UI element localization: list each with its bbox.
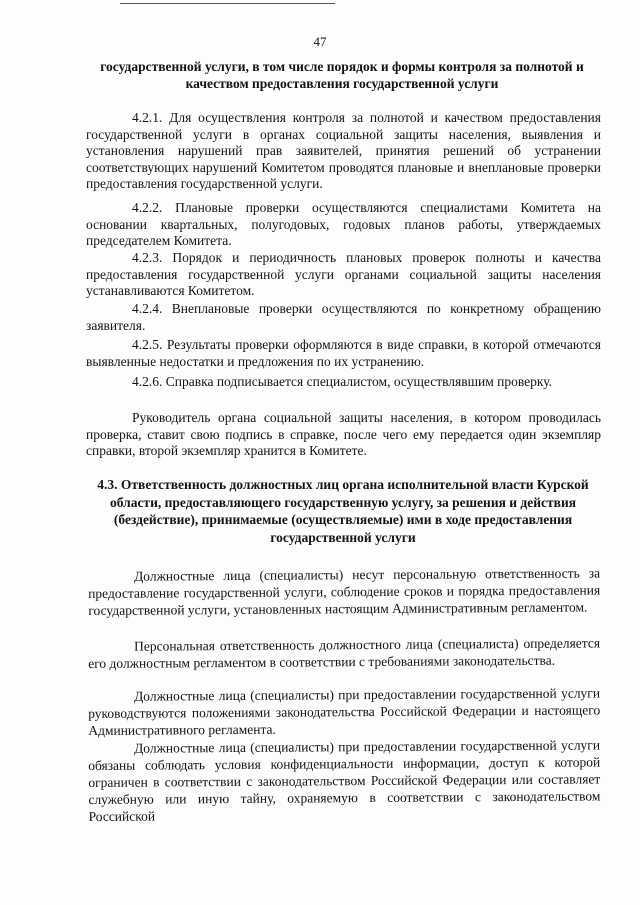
paragraph-responsibility-definition: Персональная ответственность должностного лица (специалиста) определяется его должностным регламентом в соответствии с требованиями законодательства. (88, 635, 601, 671)
section-heading-4-3: 4.3. Ответственность должностных лиц органа исполнительной власти Курской области, предоставляющего государственную услугу, за решения и действия (бездействие), принимаемые (осуществляемые) ими в ходе предоставления государственной услуги (97, 477, 589, 545)
paragraph-4-2-2: 4.2.2. Плановые проверки осуществляются специалистами Комитета на основании квартальных, полугодовых, годовых планов работы, утверждаемых председателем Комитета. (86, 200, 601, 249)
paragraph-personal-responsibility: Должностные лица (специалисты) несут персональную ответственность за предоставление государственной услуги, соблюдение сроков и порядка предоставления государственной услуги, установленных настоящим Административным регламентом. (88, 565, 601, 618)
top-rule-divider (120, 3, 335, 4)
paragraph-supervisor-signature: Руководитель органа социальной защиты населения, в котором проводилась проверка, ставит свою подпись в справке, после чего ему передается один экземпляр справки, второй экземпляр хранится в Комитете. (86, 410, 601, 459)
paragraph-confidentiality: Должностные лица (специалисты) при предоставлении государственной услуги обязаны соблюдать условия конфиденциальности информации, доступ к которой ограничен в соответствии с законодательством Российской Федерации или составляет служебную или иную тайну, охраняемую в соответствии с законодательством Российской (88, 737, 601, 824)
section-heading-4-2: государственной услуги, в том числе порядок и формы контроля за полнотой и качеством предоставления государственной услуги (100, 59, 584, 91)
paragraph-4-2-3: 4.2.3. Порядок и периодичность плановых проверок полноты и качества предоставления государственной услуги органами социальной защиты населения устанавливаются Комитетом. (86, 250, 601, 299)
paragraph-4-2-1: 4.2.1. Для осуществления контроля за полнотой и качеством предоставления государственной услуги в органах социальной защиты населения, выявления и установления нарушений прав заявителей, принятия решений об устранении соответствующих нарушений Комитетом проводятся плановые и внеплановые проверки предоставления государственной услуги. (86, 110, 601, 192)
paragraph-4-2-4: 4.2.4. Внеплановые проверки осуществляются по конкретному обращению заявителя. (86, 301, 601, 333)
paragraph-legislation-guidance: Должностные лица (специалисты) при предоставлении государственной услуги руководствуются положениями законодательства Российской Федерации и настоящего Административного регламента. (88, 685, 601, 738)
paragraph-4-2-5: 4.2.5. Результаты проверки оформляются в виде справки, в которой отмечаются выявленные недостатки и предложения по их устранению. (86, 337, 601, 369)
page-number: 47 (313, 34, 327, 49)
paragraph-4-2-6: 4.2.6. Справка подписывается специалистом, осуществлявшим проверку. (132, 374, 553, 389)
